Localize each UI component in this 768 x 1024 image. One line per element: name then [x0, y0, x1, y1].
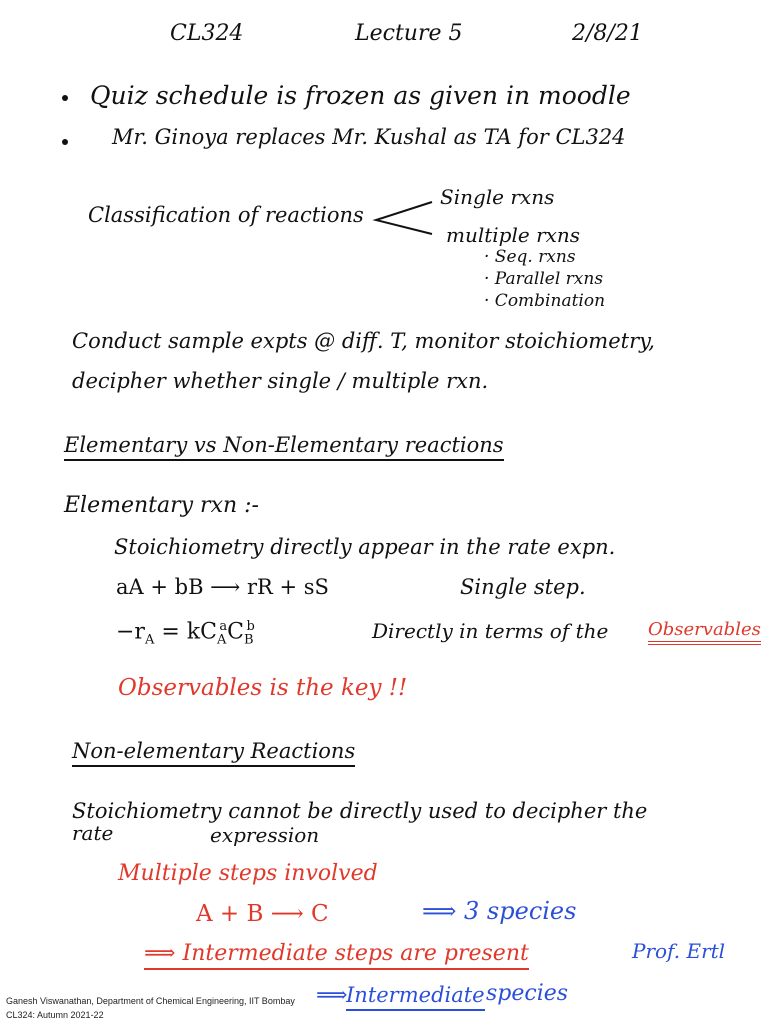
footer-author: Ganesh Viswanathan, Department of Chemical Engineering, IIT Bombay — [6, 996, 295, 1006]
nonelementary-line-2a: rate — [72, 821, 114, 845]
elementary-single-step: Single step. — [460, 575, 586, 599]
class-seq: · Seq. rxns — [484, 247, 576, 267]
elementary-equation: aA + bB ⟶ rR + sS — [116, 575, 329, 599]
three-species: ⟹ 3 species — [422, 897, 577, 925]
intermediate-species-arrow: ⟹ — [316, 983, 348, 1008]
intermediate-species-a: Intermediate — [346, 984, 485, 1011]
lecture-date: 2/8/21 — [572, 21, 643, 46]
elementary-line: Stoichiometry directly appear in the rate expn. — [114, 535, 616, 559]
class-parallel: · Parallel rxns — [484, 269, 604, 289]
directly-in-terms: Directly in terms of the — [372, 619, 609, 643]
class-multiple: multiple rxns — [446, 223, 581, 247]
heading-elementary-vs: Elementary vs Non-Elementary reactions — [64, 434, 504, 461]
classification-text: Classification of reactions — [88, 203, 364, 227]
abc-equation: A + B ⟶ C — [196, 901, 329, 927]
observables-key: Observables is the key !! — [118, 675, 408, 701]
footer-course: CL324: Autumn 2021-22 — [6, 1010, 104, 1020]
note-bullet-ta: Mr. Ginoya replaces Mr. Kushal as TA for CL324 — [112, 125, 626, 149]
intermediate-steps: ⟹ Intermediate steps are present — [144, 942, 529, 970]
bullet-dot — [62, 95, 68, 101]
class-single: Single rxns — [440, 185, 555, 209]
bullet-dot — [62, 139, 68, 145]
conduct-line-1: Conduct sample expts @ diff. T, monitor stoichiometry, — [72, 329, 655, 353]
intermediate-species-b: species — [486, 981, 569, 1006]
note-bullet-quiz: Quiz schedule is frozen as given in moodle — [90, 81, 631, 110]
class-combination: · Combination — [484, 291, 606, 311]
elementary-title: Elementary rxn :- — [64, 493, 259, 518]
lecture-title: Lecture 5 — [355, 21, 463, 46]
conduct-line-2: decipher whether single / multiple rxn. — [72, 369, 489, 393]
prof-ertl: Prof. Ertl — [632, 939, 726, 963]
nonelementary-line-1: Stoichiometry cannot be directly used to decipher the — [72, 799, 648, 823]
observables-underlined: Observables — [648, 620, 761, 645]
nonelementary-line-2b: expression — [210, 823, 320, 847]
rate-expression: $-r_A = kC_A^aC_B^b$ — [116, 619, 255, 648]
nonelementary-title: Non-elementary Reactions — [72, 740, 355, 767]
course-code: CL324 — [170, 21, 244, 46]
classification-fork — [372, 196, 434, 240]
multiple-steps: Multiple steps involved — [118, 861, 378, 886]
